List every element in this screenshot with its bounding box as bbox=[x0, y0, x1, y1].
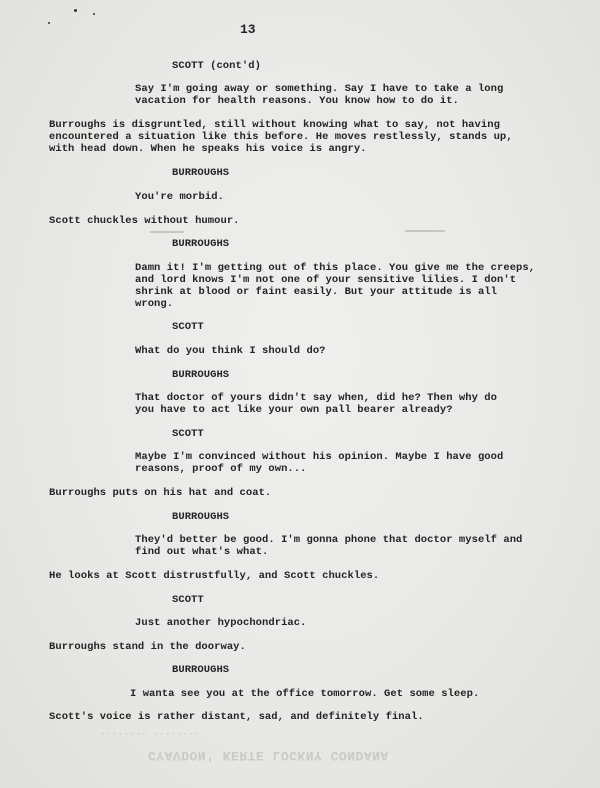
dialogue-line: shrink at blood or faint easily. But your attitude is all bbox=[135, 286, 498, 298]
dialogue-line: find out what's what. bbox=[135, 546, 269, 558]
dialogue-line: I wanta see you at the office tomorrow. Get some sleep. bbox=[130, 688, 480, 700]
character-cue: BURROUGHS bbox=[172, 369, 230, 381]
dialogue-line: Damn it! I'm getting out of this place. You give me the creeps, bbox=[135, 262, 536, 274]
dialogue-line: and lord knows I'm not one of your sensitive lilies. I don't bbox=[135, 274, 517, 286]
character-cue: BURROUGHS bbox=[172, 664, 230, 676]
action-line: encountered a situation like this before. He moves restlessly, stands up, bbox=[49, 131, 513, 143]
dialogue-line: Maybe I'm convinced without his opinion. Maybe I have good bbox=[135, 451, 504, 463]
dialogue-line: What do you think I should do? bbox=[135, 345, 326, 357]
paper-smudge bbox=[405, 230, 445, 232]
character-cue: BURROUGHS bbox=[172, 238, 230, 250]
character-cue: SCOTT bbox=[172, 321, 204, 333]
character-cue: SCOTT bbox=[172, 428, 204, 440]
action-line: He looks at Scott distrustfully, and Scott chuckles. bbox=[49, 570, 380, 582]
paper-smudge bbox=[150, 231, 184, 233]
dialogue-line: reasons, proof of my own... bbox=[135, 463, 307, 475]
dialogue-line: Just another hypochondriac. bbox=[135, 617, 307, 629]
action-line: Burroughs puts on his hat and coat. bbox=[49, 487, 272, 499]
character-cue: BURROUGHS bbox=[172, 511, 230, 523]
dialogue-line: You're morbid. bbox=[135, 191, 224, 203]
dialogue-line: Say I'm going away or something. Say I have to take a long bbox=[135, 83, 504, 95]
dialogue-line: vacation for health reasons. You know how to do it. bbox=[135, 95, 459, 107]
page-number: 13 bbox=[240, 22, 256, 37]
action-line: Scott chuckles without humour. bbox=[49, 215, 240, 227]
action-line: Burroughs is disgruntled, still without knowing what to say, not having bbox=[49, 119, 500, 131]
character-cue: SCOTT (cont'd) bbox=[172, 60, 261, 72]
action-line: Burroughs stand in the doorway. bbox=[49, 641, 246, 653]
bleed-through-text: CYAVDON' KERTE LOCKNY CONDANA bbox=[148, 748, 389, 763]
ink-speck bbox=[74, 9, 77, 12]
character-cue: BURROUGHS bbox=[172, 167, 230, 179]
dialogue-line: That doctor of yours didn't say when, did he? Then why do bbox=[135, 392, 498, 404]
character-cue: SCOTT bbox=[172, 594, 204, 606]
action-line: Scott's voice is rather distant, sad, and definitely final. bbox=[49, 711, 424, 723]
dialogue-line: you have to act like your own pall bearer already? bbox=[135, 404, 453, 416]
bleed-through-text: ........ ........ bbox=[100, 730, 201, 740]
dialogue-line: wrong. bbox=[135, 298, 174, 310]
ink-speck bbox=[93, 13, 95, 15]
dialogue-line: They'd better be good. I'm gonna phone that doctor myself and bbox=[135, 534, 523, 546]
ink-speck bbox=[48, 22, 50, 24]
action-line: with head down. When he speaks his voice is angry. bbox=[49, 143, 367, 155]
